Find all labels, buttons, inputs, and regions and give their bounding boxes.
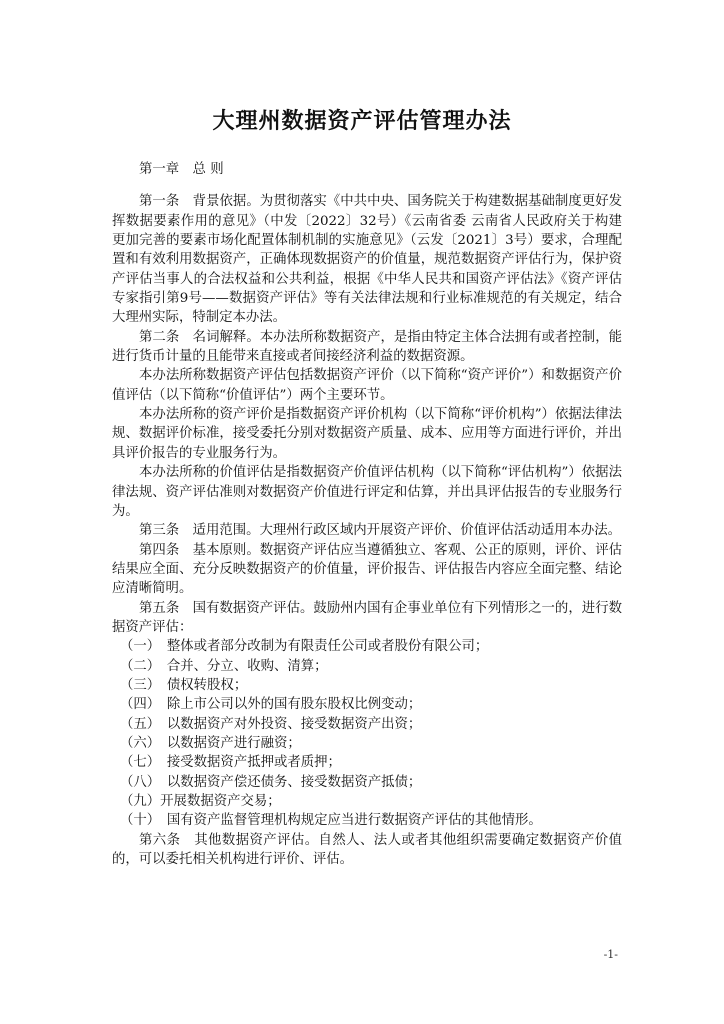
document-body [112,160,622,869]
paragraph: 本办法所称的价值评估是指数据资产价值评估机构（以下简称“评估机构”）依据法律法规、资产评估准则对数据资产价值进行评定和估算，并出具评估报告的专业服务行为。 [112,465,622,519]
paragraph: 第三条 适用范围。大理州行政区域内开展资产评价、价值评估活动适用本办法。 [139,523,622,539]
chapter-heading: 第一章 总 则 [139,162,224,177]
list-item: （四） 除上市公司以外的国有股东股权比例变动； [120,697,422,713]
paragraph: 第六条 其他数据资产评估。自然人、法人或者其他组织需要确定数据资产价值的，可以委托相关机构进行评价、评估。 [112,832,622,868]
page-number: -1- [603,948,618,961]
list-item: （八） 以数据资产偿还债务、接受数据资产抵债； [120,774,422,790]
list-item: （十） 国有资产监督管理机构规定应当进行数据资产评估的其他情形。 [120,813,542,829]
paragraph: 第二条 名词解释。本办法所称数据资产，是指由特定主体合法拥有或者控制，能进行货币计量的且能带来直接或者间接经济利益的数据资源。 [112,329,622,365]
list-item: （七） 接受数据资产抵押或者质押； [120,755,341,771]
paragraph: 第四条 基本原则。数据资产评估应当遵循独立、客观、公正的原则，评价、评估结果应全面、充分反映数据资产的价值量，评价报告、评估报告内容应全面完整、结论应清晰简明。 [112,542,622,597]
list-item: （九）开展数据资产交易； [120,794,281,809]
paragraph: 第五条 国有数据资产评估。鼓励州内国有企事业单位有下列情形之一的，进行数据资产评估： [112,600,622,635]
paragraph: 本办法所称的资产评价是指数据资产评价机构（以下简称“评价机构”）依据法律法规、数据评价标准，接受委托分别对数据资产质量、成本、应用等方面进行评价，并出具评价报告的专业服务行为。 [112,407,622,461]
paragraph: 第一条 背景依据。为贯彻落实《中共中央、国务院关于构建数据基础制度更好发挥数据要素作用的意见》（中发〔2022〕32号）《云南省委 云南省人民政府关于构建更加完善的要素市场化配置体制机制的实施意见》（云发〔2021〕3号）要求，合理配置和有效利用数据资产，正确体现数据资产的价值量，规范数据资产评估行为，保护资产评估当事人的合法权益和公共利益，根据《中华人民共和国资产评估法》《资产评估专家指引第9号——数据资产评估》等有关法律法规和行业标准规范的有关规定，结合大理州实际，特制定本办法。 [112,194,622,326]
list-item: （五） 以数据资产对外投资、接受数据资产出资； [120,716,422,732]
paragraph: 本办法所称数据资产评估包括数据资产评价（以下简称“资产评价”）和数据资产价值评估（以下简称“价值评估”）两个主要环节。 [112,368,622,403]
document-title: 大理州数据资产评估管理办法 [212,109,512,134]
list-item: （一） 整体或者部分改制为有限责任公司或者股份有限公司； [120,639,489,655]
list-item: （六） 以数据资产进行融资； [120,735,301,751]
list-item: （三） 债权转股权； [120,677,248,693]
list-item: （二） 合并、分立、收购、清算； [120,658,328,674]
